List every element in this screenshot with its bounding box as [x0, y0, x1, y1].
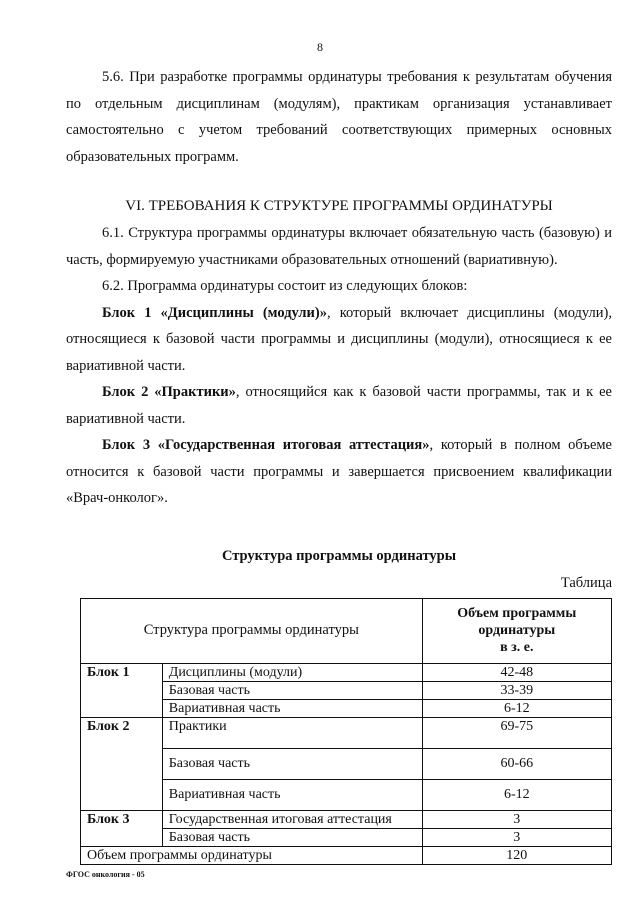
header-volume-line1: Объем программы — [457, 606, 577, 621]
table-row — [81, 663, 612, 681]
row-name: Государственная итоговая аттестация — [162, 810, 422, 828]
row-name: Дисциплины (модули) — [162, 663, 422, 681]
row-name: Вариативная часть — [162, 779, 422, 810]
paragraph-5-6: 5.6. При разработке программы ординатуры требования к результатам обучения по отдельным дисциплинам (модулям), практикам организация устанавливает самостоятельно с учетом требований соответствующих примерных основных образовательных программ. — [66, 69, 612, 165]
row-value: 42-48 — [422, 663, 611, 681]
row-name: Базовая часть — [162, 828, 422, 846]
row-value: 33-39 — [422, 681, 611, 699]
section-heading: VI. ТРЕБОВАНИЯ К СТРУКТУРЕ ПРОГРАММЫ ОРДИНАТУРЫ — [125, 198, 553, 214]
row-value: 60-66 — [422, 748, 611, 779]
header-volume-line3: в з. е. — [500, 640, 534, 655]
row-name: Базовая часть — [162, 748, 422, 779]
footer: ФГОС онкология - 05 — [66, 870, 145, 879]
table-title: Структура программы ординатуры — [221, 547, 457, 564]
paragraph-6-1: 6.1. Структура программы ординатуры включает обязательную часть (базовую) и часть, формируемую участниками образовательных отношений (вариативную). — [66, 225, 612, 268]
block1-paragraph — [66, 300, 612, 380]
table-header-row — [81, 598, 612, 663]
block-cell: Блок 3 — [81, 810, 163, 846]
block3-text: , который в полном объеме относится к базовой части программы и завершается присвоением квалификации «Врач-онколог». — [66, 437, 612, 506]
row-value: 69-75 — [422, 717, 611, 748]
table-row — [81, 717, 612, 748]
block2-title: Блок 2 «Практики» — [102, 384, 236, 400]
row-name: Вариативная часть — [162, 699, 422, 717]
total-value: 120 — [422, 846, 611, 864]
block3-paragraph — [66, 432, 612, 512]
row-value: 6-12 — [422, 699, 611, 717]
row-value: 3 — [422, 810, 611, 828]
document-body — [66, 64, 612, 865]
page-number: 8 — [317, 40, 323, 54]
table-label: Таблица — [560, 574, 612, 591]
table-row — [81, 810, 612, 828]
block2-text: , относящийся как к базовой части программы, так и к ее вариативной части. — [66, 384, 612, 427]
total-label: Объем программы ординатуры — [81, 846, 423, 864]
row-value: 3 — [422, 828, 611, 846]
structure-table — [80, 598, 612, 865]
block1-text: , который включает дисциплины (модули), относящиеся к базовой части программы и дисциплины (модули), относящиеся к ее вариативной части. — [66, 304, 612, 374]
block2-paragraph — [66, 379, 612, 432]
header-volume — [422, 598, 611, 663]
block3-title: Блок 3 «Государственная итоговая аттестация» — [102, 437, 430, 453]
block-cell: Блок 2 — [81, 717, 163, 810]
header-volume-line2: ординатуры — [478, 623, 556, 638]
block1-title: Блок 1 «Дисциплины (модули)» — [102, 304, 327, 321]
row-name: Базовая часть — [162, 681, 422, 699]
row-value: 6-12 — [422, 779, 611, 810]
table-total-row — [81, 846, 612, 864]
paragraph-6-2: 6.2. Программа ординатуры состоит из следующих блоков: — [102, 278, 468, 294]
row-name: Практики — [162, 717, 422, 748]
header-structure: Структура программы ординатуры — [81, 598, 423, 663]
block-cell: Блок 1 — [81, 663, 163, 717]
